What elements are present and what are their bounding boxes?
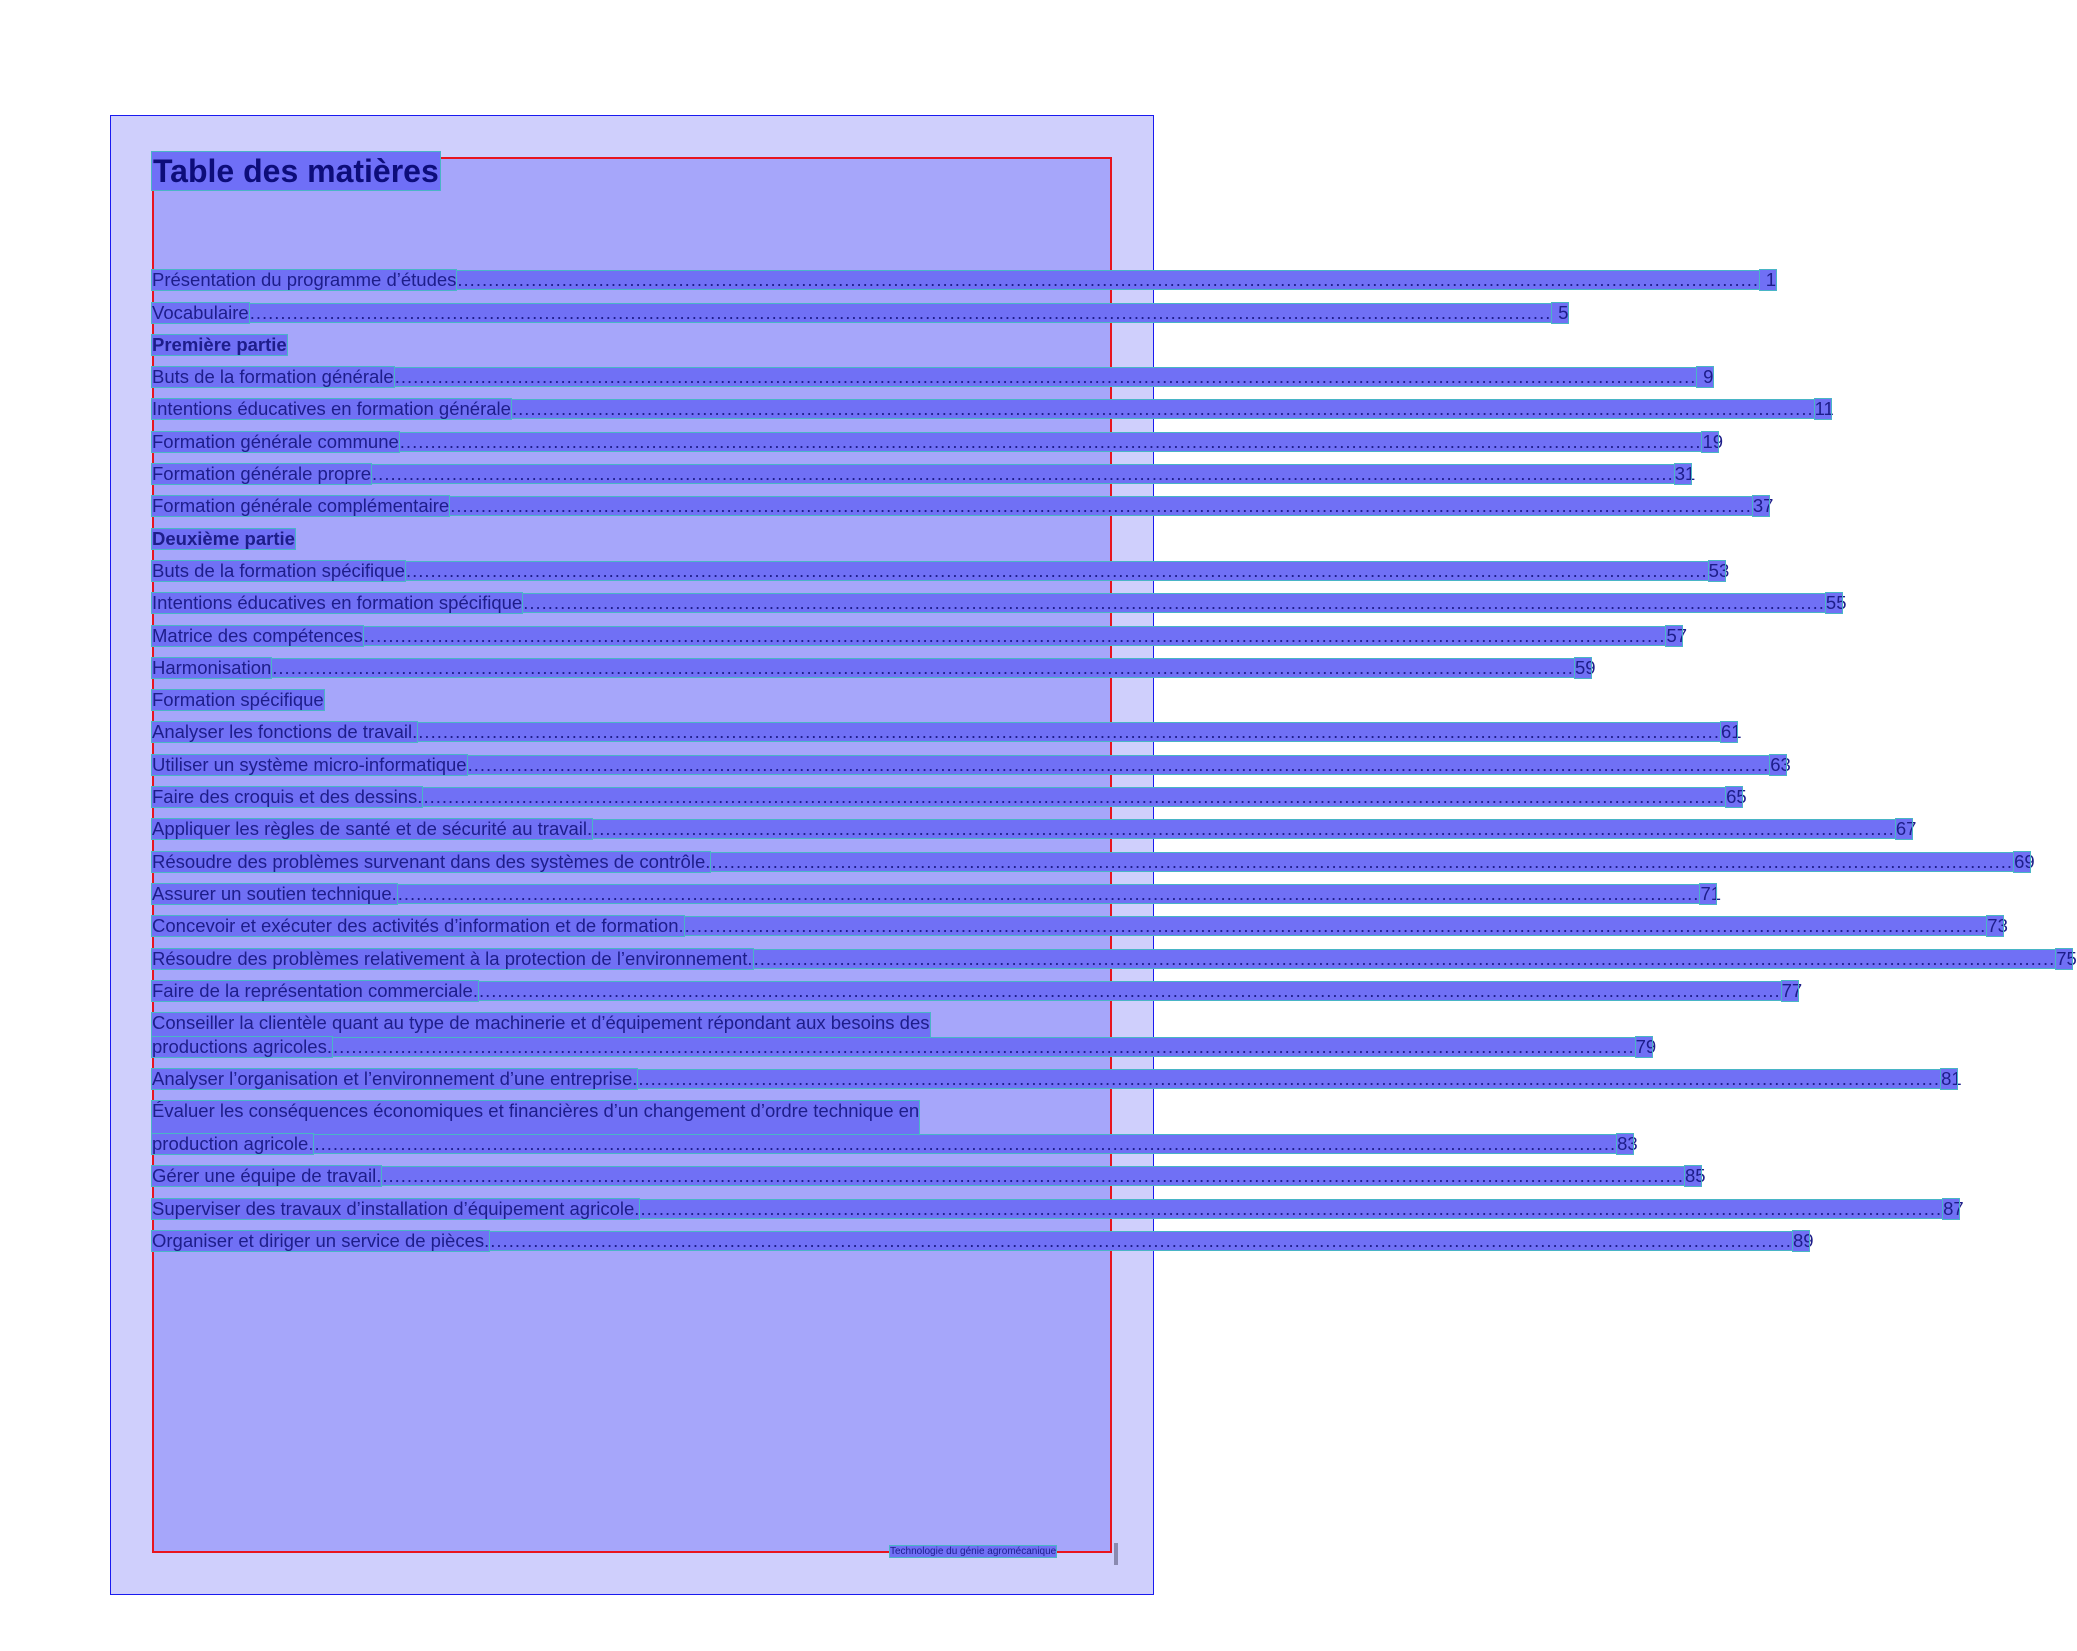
toc-page-number: 87	[1943, 1197, 1964, 1219]
toc-leader: ....................................................................................................................................................................................................................	[249, 301, 1552, 323]
toc-leader: ....................................................................................................................................................................................................................	[423, 786, 1726, 808]
toc-page-number: 71	[1700, 882, 1722, 904]
toc-entry[interactable]	[152, 419, 1724, 452]
toc-page-number: 63	[1770, 753, 1791, 775]
toc-leader: ....................................................................................................................................................................................................................	[314, 1133, 1617, 1155]
toc-entry-label-line2: productions agricoles.	[152, 1035, 332, 1057]
toc-page-number: 85	[1685, 1165, 1706, 1187]
toc-entry[interactable]	[152, 355, 1714, 388]
toc-leader: ....................................................................................................................................................................................................................	[272, 656, 1574, 678]
toc-entry-label: Formation générale commune	[152, 430, 399, 452]
toc-page-number: 73	[1987, 915, 2008, 937]
toc-leader: ....................................................................................................................................................................................................................	[418, 721, 1720, 743]
toc-leader: ....................................................................................................................................................................................................................	[394, 366, 1697, 388]
toc-subsection-heading	[152, 678, 1124, 710]
toc-entry-label-line1: Conseiller la clientèle quant au type de machinerie et d’équipement répondant aux besoins des	[152, 1013, 930, 1037]
toc-leader: ....................................................................................................................................................................................................................	[332, 1035, 1635, 1057]
toc-leader: ....................................................................................................................................................................................................................	[397, 882, 1700, 904]
toc-page-number: 5	[1552, 303, 1568, 323]
toc-leader: ....................................................................................................................................................................................................................	[382, 1165, 1685, 1187]
toc-entry-label: Harmonisation	[152, 656, 272, 678]
toc-leader: ....................................................................................................................................................................................................................	[684, 915, 1987, 937]
toc-leader: ....................................................................................................................................................................................................................	[363, 624, 1666, 646]
toc-leader: ....................................................................................................................................................................................................................	[523, 592, 1825, 614]
toc-entry[interactable]	[152, 484, 1774, 517]
toc-page-number: 81	[1941, 1068, 1962, 1090]
toc-heading-label: Formation spécifique	[152, 689, 324, 711]
toc-leader: ....................................................................................................................................................................................................................	[593, 818, 1895, 840]
toc-leader: ....................................................................................................................................................................................................................	[467, 753, 1770, 775]
toc-entry[interactable]	[152, 1219, 1814, 1252]
toc-entry[interactable]	[152, 1154, 1706, 1187]
toc-entry[interactable]	[152, 1057, 1962, 1090]
toc-entry[interactable]	[152, 969, 1803, 1001]
page-footer: Technologie du génie agromécanique	[890, 1546, 1057, 1557]
toc-section-heading	[152, 323, 1124, 355]
toc-entry-label: Superviser des travaux d’installation d’équipement agricole.	[152, 1197, 640, 1219]
toc-entry[interactable]	[152, 839, 2035, 872]
toc-entry[interactable]	[152, 1186, 1964, 1219]
toc-entry-multiline[interactable]	[152, 1089, 1638, 1155]
toc-page-number: 11	[1814, 398, 1834, 420]
toc-entry-label: Matrice des compétences	[152, 624, 363, 646]
toc-entry-label: Résoudre des problèmes relativement à la protection de l’environnement.	[152, 947, 753, 969]
toc-entry-multiline[interactable]	[152, 1001, 1657, 1057]
toc-heading-label: Première partie	[152, 333, 287, 355]
toc-page-number: 37	[1752, 495, 1774, 517]
toc-entry[interactable]	[152, 613, 1688, 646]
toc-entry[interactable]	[152, 904, 2008, 937]
toc-entry-label: Formation générale propre	[152, 463, 372, 485]
toc-entry-label: Buts de la formation générale	[152, 366, 394, 388]
toc-entry-label: Appliquer les règles de santé et de sécurité au travail.	[152, 818, 593, 840]
toc-leader: ....................................................................................................................................................................................................................	[399, 430, 1702, 452]
toc-entry[interactable]	[152, 452, 1696, 485]
toc-leader: ....................................................................................................................................................................................................................	[457, 269, 1760, 291]
toc-leader: ....................................................................................................................................................................................................................	[753, 947, 2056, 969]
table-of-contents	[152, 258, 2077, 1252]
toc-entry-label: Buts de la formation spécifique	[152, 559, 405, 581]
toc-entry-label: Analyser les fonctions de travail.	[152, 721, 418, 743]
toc-page-number: 67	[1895, 818, 1917, 840]
toc-page-number: 59	[1574, 656, 1596, 678]
toc-leader: ....................................................................................................................................................................................................................	[450, 495, 1752, 517]
toc-page-number: 77	[1781, 979, 1803, 1001]
toc-entry[interactable]	[152, 872, 1722, 904]
toc-page-number: 9	[1697, 367, 1713, 387]
toc-page-number: 61	[1720, 721, 1742, 743]
toc-entry-label: Concevoir et exécuter des activités d’information et de formation.	[152, 915, 684, 937]
toc-entry[interactable]	[152, 742, 1791, 775]
toc-entry[interactable]	[152, 775, 1747, 808]
toc-entry-label-line2: production agricole.	[152, 1133, 314, 1155]
toc-leader: ....................................................................................................................................................................................................................	[372, 463, 1674, 485]
toc-page-number: 65	[1726, 786, 1747, 808]
toc-leader: ....................................................................................................................................................................................................................	[711, 850, 2014, 872]
toc-leader: ....................................................................................................................................................................................................................	[405, 559, 1708, 581]
toc-page-number: 55	[1825, 592, 1847, 614]
toc-leader: ....................................................................................................................................................................................................................	[640, 1197, 1943, 1219]
toc-entry[interactable]	[152, 290, 1569, 323]
footer-bar	[1114, 1543, 1118, 1565]
toc-page-number: 79	[1635, 1035, 1657, 1057]
toc-entry-label: Utiliser un système micro-informatique	[152, 753, 467, 775]
toc-page-number: 53	[1708, 559, 1730, 581]
toc-entry[interactable]	[152, 581, 1847, 614]
toc-page-number: 69	[2014, 850, 2035, 872]
toc-entry-label: Intentions éducatives en formation spécifique	[152, 592, 523, 614]
toc-entry-label: Organiser et diriger un service de pièces.	[152, 1230, 490, 1252]
toc-entry-label: Résoudre des problèmes survenant dans des systèmes de contrôle.	[152, 850, 711, 872]
toc-page-number: 1	[1760, 270, 1776, 290]
toc-page-number: 75	[2056, 947, 2077, 969]
toc-entry-label: Présentation du programme d’études	[152, 269, 457, 291]
page-title: Table des matières	[153, 153, 439, 189]
toc-section-heading	[152, 516, 1124, 548]
toc-entry[interactable]	[152, 646, 1596, 678]
toc-entry-label-line1: Évaluer les conséquences économiques et financières d’un changement d’ordre technique en	[152, 1101, 919, 1134]
toc-entry-label: Gérer une équipe de travail.	[152, 1165, 382, 1187]
toc-leader: ....................................................................................................................................................................................................................	[490, 1230, 1792, 1252]
toc-leader: ....................................................................................................................................................................................................................	[511, 398, 1814, 420]
toc-entry-label: Formation générale complémentaire	[152, 495, 450, 517]
toc-heading-label: Deuxième partie	[152, 527, 295, 549]
toc-entry[interactable]	[152, 258, 1777, 291]
toc-entry[interactable]	[152, 387, 1834, 420]
toc-page-number: 31	[1674, 463, 1696, 485]
toc-entry-label: Assurer un soutien technique.	[152, 882, 397, 904]
toc-entry[interactable]	[152, 549, 1730, 581]
toc-page-number: 57	[1666, 624, 1688, 646]
toc-page-number: 19	[1702, 430, 1724, 452]
toc-entry-label: Faire de la représentation commerciale.	[152, 979, 478, 1001]
toc-entry[interactable]	[152, 710, 1742, 743]
toc-entry-label: Intentions éducatives en formation générale	[152, 398, 511, 420]
toc-entry-label: Analyser l’organisation et l’environnement d’une entreprise.	[152, 1068, 638, 1090]
toc-leader: ....................................................................................................................................................................................................................	[478, 979, 1781, 1001]
toc-entry[interactable]	[152, 936, 2077, 969]
toc-entry[interactable]	[152, 807, 1917, 840]
toc-page-number: 83	[1617, 1133, 1638, 1155]
toc-page-number: 89	[1792, 1230, 1814, 1252]
toc-leader: ....................................................................................................................................................................................................................	[638, 1068, 1941, 1090]
toc-entry-label: Faire des croquis et des dessins.	[152, 786, 423, 808]
toc-entry-label: Vocabulaire	[152, 301, 249, 323]
